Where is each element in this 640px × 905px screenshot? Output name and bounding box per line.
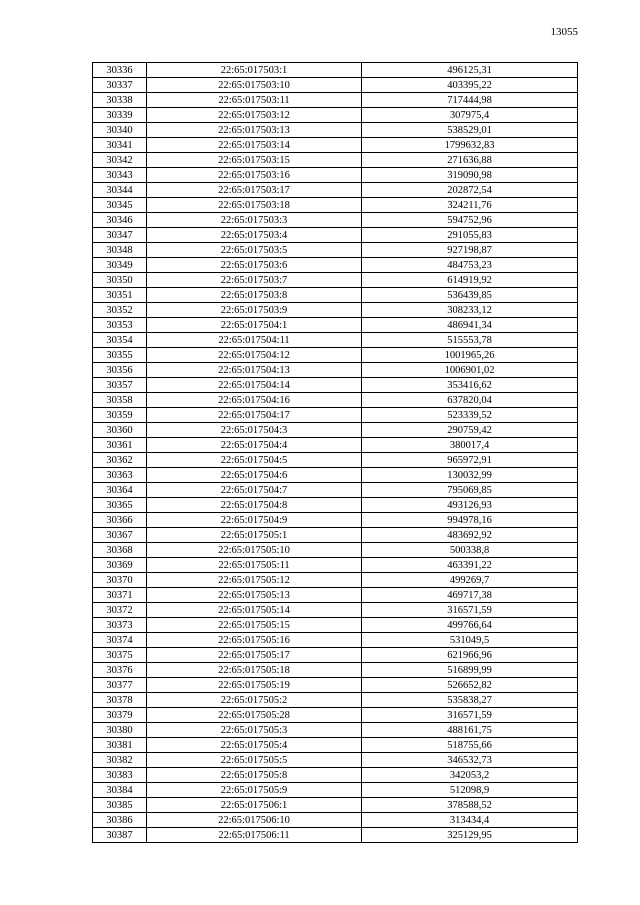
- table-row: [93, 603, 578, 618]
- row-number-cell: 30352: [93, 303, 147, 318]
- cadastral-value-cell: 308233,12: [362, 303, 578, 318]
- table-row: [93, 138, 578, 153]
- row-number-cell: 30364: [93, 483, 147, 498]
- cadastral-value-cell: 1799632,83: [362, 138, 578, 153]
- cadastral-value-cell: 353416,62: [362, 378, 578, 393]
- cadastral-number-cell: 22:65:017503:14: [147, 138, 362, 153]
- cadastral-value-cell: 463391,22: [362, 558, 578, 573]
- cadastral-value-cell: 316571,59: [362, 708, 578, 723]
- row-number-cell: 30346: [93, 213, 147, 228]
- cadastral-value-cell: 488161,75: [362, 723, 578, 738]
- table-row: [93, 78, 578, 93]
- table-row: [93, 468, 578, 483]
- cadastral-number-cell: 22:65:017503:13: [147, 123, 362, 138]
- table-row: [93, 543, 578, 558]
- cadastral-number-cell: 22:65:017505:4: [147, 738, 362, 753]
- table-row: [93, 378, 578, 393]
- table-row: [93, 498, 578, 513]
- row-number-cell: 30344: [93, 183, 147, 198]
- cadastral-number-cell: 22:65:017504:17: [147, 408, 362, 423]
- cadastral-number-cell: 22:65:017506:1: [147, 798, 362, 813]
- row-number-cell: 30359: [93, 408, 147, 423]
- cadastral-number-cell: 22:65:017503:16: [147, 168, 362, 183]
- table-row: [93, 303, 578, 318]
- table-row: [93, 828, 578, 843]
- cadastral-number-cell: 22:65:017503:11: [147, 93, 362, 108]
- cadastral-number-cell: 22:65:017503:17: [147, 183, 362, 198]
- cadastral-value-table: [92, 62, 578, 843]
- cadastral-value-cell: 202872,54: [362, 183, 578, 198]
- cadastral-number-cell: 22:65:017504:3: [147, 423, 362, 438]
- cadastral-number-cell: 22:65:017504:4: [147, 438, 362, 453]
- row-number-cell: 30354: [93, 333, 147, 348]
- cadastral-number-cell: 22:65:017503:10: [147, 78, 362, 93]
- cadastral-value-cell: 523339,52: [362, 408, 578, 423]
- row-number-cell: 30381: [93, 738, 147, 753]
- table-row: [93, 768, 578, 783]
- cadastral-value-cell: 378588,52: [362, 798, 578, 813]
- table-row: [93, 363, 578, 378]
- cadastral-number-cell: 22:65:017503:7: [147, 273, 362, 288]
- cadastral-value-cell: 483692,92: [362, 528, 578, 543]
- row-number-cell: 30358: [93, 393, 147, 408]
- cadastral-value-cell: 531049,5: [362, 633, 578, 648]
- cadastral-value-cell: 927198,87: [362, 243, 578, 258]
- cadastral-number-cell: 22:65:017505:19: [147, 678, 362, 693]
- cadastral-number-cell: 22:65:017504:5: [147, 453, 362, 468]
- row-number-cell: 30361: [93, 438, 147, 453]
- row-number-cell: 30384: [93, 783, 147, 798]
- cadastral-number-cell: 22:65:017505:12: [147, 573, 362, 588]
- row-number-cell: 30339: [93, 108, 147, 123]
- row-number-cell: 30387: [93, 828, 147, 843]
- row-number-cell: 30370: [93, 573, 147, 588]
- row-number-cell: 30342: [93, 153, 147, 168]
- table-row: [93, 228, 578, 243]
- table-body: [93, 63, 578, 843]
- cadastral-value-cell: 1006901,02: [362, 363, 578, 378]
- row-number-cell: 30367: [93, 528, 147, 543]
- cadastral-value-cell: 380017,4: [362, 438, 578, 453]
- cadastral-value-cell: 594752,96: [362, 213, 578, 228]
- cadastral-number-cell: 22:65:017503:1: [147, 63, 362, 78]
- table-row: [93, 63, 578, 78]
- row-number-cell: 30349: [93, 258, 147, 273]
- table-row: [93, 693, 578, 708]
- row-number-cell: 30373: [93, 618, 147, 633]
- cadastral-number-cell: 22:65:017505:5: [147, 753, 362, 768]
- row-number-cell: 30377: [93, 678, 147, 693]
- cadastral-value-cell: 535838,27: [362, 693, 578, 708]
- cadastral-value-cell: 512098,9: [362, 783, 578, 798]
- cadastral-value-cell: 965972,91: [362, 453, 578, 468]
- row-number-cell: 30385: [93, 798, 147, 813]
- cadastral-number-cell: 22:65:017505:9: [147, 783, 362, 798]
- cadastral-value-cell: 271636,88: [362, 153, 578, 168]
- cadastral-value-cell: 516899,99: [362, 663, 578, 678]
- cadastral-number-cell: 22:65:017505:17: [147, 648, 362, 663]
- cadastral-number-cell: 22:65:017503:6: [147, 258, 362, 273]
- table-row: [93, 423, 578, 438]
- table-row: [93, 618, 578, 633]
- row-number-cell: 30371: [93, 588, 147, 603]
- cadastral-number-cell: 22:65:017504:11: [147, 333, 362, 348]
- table-row: [93, 513, 578, 528]
- row-number-cell: 30336: [93, 63, 147, 78]
- row-number-cell: 30363: [93, 468, 147, 483]
- cadastral-number-cell: 22:65:017505:15: [147, 618, 362, 633]
- row-number-cell: 30353: [93, 318, 147, 333]
- row-number-cell: 30351: [93, 288, 147, 303]
- table-row: [93, 783, 578, 798]
- table-row: [93, 753, 578, 768]
- cadastral-number-cell: 22:65:017503:3: [147, 213, 362, 228]
- cadastral-number-cell: 22:65:017504:6: [147, 468, 362, 483]
- cadastral-number-cell: 22:65:017503:12: [147, 108, 362, 123]
- row-number-cell: 30374: [93, 633, 147, 648]
- table-row: [93, 333, 578, 348]
- table-row: [93, 153, 578, 168]
- table-row: [93, 723, 578, 738]
- table-row: [93, 108, 578, 123]
- cadastral-value-cell: 291055,83: [362, 228, 578, 243]
- cadastral-value-cell: 515553,78: [362, 333, 578, 348]
- cadastral-number-cell: 22:65:017503:8: [147, 288, 362, 303]
- cadastral-number-cell: 22:65:017503:15: [147, 153, 362, 168]
- cadastral-number-cell: 22:65:017505:28: [147, 708, 362, 723]
- cadastral-number-cell: 22:65:017505:14: [147, 603, 362, 618]
- row-number-cell: 30386: [93, 813, 147, 828]
- cadastral-value-cell: 324211,76: [362, 198, 578, 213]
- row-number-cell: 30348: [93, 243, 147, 258]
- table-row: [93, 678, 578, 693]
- table-row: [93, 588, 578, 603]
- cadastral-number-cell: 22:65:017506:11: [147, 828, 362, 843]
- cadastral-number-cell: 22:65:017504:16: [147, 393, 362, 408]
- table-row: [93, 318, 578, 333]
- table-row: [93, 573, 578, 588]
- row-number-cell: 30375: [93, 648, 147, 663]
- cadastral-value-cell: 614919,92: [362, 273, 578, 288]
- cadastral-value-cell: 499766,64: [362, 618, 578, 633]
- table-row: [93, 648, 578, 663]
- cadastral-number-cell: 22:65:017505:8: [147, 768, 362, 783]
- row-number-cell: 30340: [93, 123, 147, 138]
- cadastral-value-cell: 325129,95: [362, 828, 578, 843]
- row-number-cell: 30360: [93, 423, 147, 438]
- cadastral-value-cell: 1001965,26: [362, 348, 578, 363]
- cadastral-value-cell: 621966,96: [362, 648, 578, 663]
- row-number-cell: 30368: [93, 543, 147, 558]
- table-row: [93, 813, 578, 828]
- cadastral-value-cell: 307975,4: [362, 108, 578, 123]
- cadastral-number-cell: 22:65:017505:2: [147, 693, 362, 708]
- cadastral-number-cell: 22:65:017504:1: [147, 318, 362, 333]
- row-number-cell: 30345: [93, 198, 147, 213]
- row-number-cell: 30362: [93, 453, 147, 468]
- table-row: [93, 123, 578, 138]
- cadastral-number-cell: 22:65:017505:18: [147, 663, 362, 678]
- table-row: [93, 198, 578, 213]
- table-row: [93, 348, 578, 363]
- row-number-cell: 30366: [93, 513, 147, 528]
- row-number-cell: 30365: [93, 498, 147, 513]
- row-number-cell: 30341: [93, 138, 147, 153]
- cadastral-value-cell: 319090,98: [362, 168, 578, 183]
- cadastral-number-cell: 22:65:017504:9: [147, 513, 362, 528]
- cadastral-value-cell: 484753,23: [362, 258, 578, 273]
- cadastral-value-cell: 346532,73: [362, 753, 578, 768]
- row-number-cell: 30350: [93, 273, 147, 288]
- row-number-cell: 30337: [93, 78, 147, 93]
- cadastral-value-cell: 538529,01: [362, 123, 578, 138]
- table-row: [93, 663, 578, 678]
- cadastral-value-cell: 536439,85: [362, 288, 578, 303]
- cadastral-value-cell: 518755,66: [362, 738, 578, 753]
- cadastral-number-cell: 22:65:017505:3: [147, 723, 362, 738]
- cadastral-number-cell: 22:65:017504:8: [147, 498, 362, 513]
- cadastral-value-cell: 994978,16: [362, 513, 578, 528]
- cadastral-number-cell: 22:65:017504:7: [147, 483, 362, 498]
- cadastral-number-cell: 22:65:017503:4: [147, 228, 362, 243]
- row-number-cell: 30382: [93, 753, 147, 768]
- row-number-cell: 30369: [93, 558, 147, 573]
- cadastral-number-cell: 22:65:017505:1: [147, 528, 362, 543]
- table-row: [93, 213, 578, 228]
- row-number-cell: 30376: [93, 663, 147, 678]
- cadastral-value-cell: 526652,82: [362, 678, 578, 693]
- cadastral-value-cell: 486941,34: [362, 318, 578, 333]
- table-row: [93, 528, 578, 543]
- row-number-cell: 30355: [93, 348, 147, 363]
- table-row: [93, 798, 578, 813]
- row-number-cell: 30357: [93, 378, 147, 393]
- table-row: [93, 738, 578, 753]
- cadastral-value-cell: 290759,42: [362, 423, 578, 438]
- row-number-cell: 30379: [93, 708, 147, 723]
- table-row: [93, 273, 578, 288]
- row-number-cell: 30378: [93, 693, 147, 708]
- cadastral-number-cell: 22:65:017505:11: [147, 558, 362, 573]
- table-row: [93, 258, 578, 273]
- cadastral-number-cell: 22:65:017503:18: [147, 198, 362, 213]
- cadastral-number-cell: 22:65:017504:12: [147, 348, 362, 363]
- cadastral-number-cell: 22:65:017504:13: [147, 363, 362, 378]
- cadastral-value-cell: 130032,99: [362, 468, 578, 483]
- cadastral-value-cell: 493126,93: [362, 498, 578, 513]
- cadastral-value-cell: 499269,7: [362, 573, 578, 588]
- cadastral-number-cell: 22:65:017505:10: [147, 543, 362, 558]
- table-row: [93, 243, 578, 258]
- table-row: [93, 93, 578, 108]
- table-row: [93, 483, 578, 498]
- row-number-cell: 30347: [93, 228, 147, 243]
- page-number: 13055: [550, 26, 578, 38]
- cadastral-number-cell: 22:65:017503:9: [147, 303, 362, 318]
- cadastral-number-cell: 22:65:017504:14: [147, 378, 362, 393]
- cadastral-value-cell: 496125,31: [362, 63, 578, 78]
- row-number-cell: 30343: [93, 168, 147, 183]
- table-row: [93, 708, 578, 723]
- cadastral-value-cell: 316571,59: [362, 603, 578, 618]
- cadastral-value-cell: 795069,85: [362, 483, 578, 498]
- cadastral-number-cell: 22:65:017505:13: [147, 588, 362, 603]
- table-row: [93, 393, 578, 408]
- cadastral-number-cell: 22:65:017506:10: [147, 813, 362, 828]
- cadastral-value-cell: 469717,38: [362, 588, 578, 603]
- table-row: [93, 453, 578, 468]
- cadastral-value-cell: 500338,8: [362, 543, 578, 558]
- table-row: [93, 408, 578, 423]
- row-number-cell: 30372: [93, 603, 147, 618]
- cadastral-number-cell: 22:65:017503:5: [147, 243, 362, 258]
- row-number-cell: 30338: [93, 93, 147, 108]
- table-row: [93, 183, 578, 198]
- cadastral-value-cell: 717444,98: [362, 93, 578, 108]
- table-row: [93, 633, 578, 648]
- table-row: [93, 438, 578, 453]
- cadastral-value-cell: 313434,4: [362, 813, 578, 828]
- row-number-cell: 30380: [93, 723, 147, 738]
- cadastral-value-cell: 403395,22: [362, 78, 578, 93]
- table-row: [93, 558, 578, 573]
- table-row: [93, 168, 578, 183]
- table-row: [93, 288, 578, 303]
- cadastral-value-cell: 342053,2: [362, 768, 578, 783]
- row-number-cell: 30383: [93, 768, 147, 783]
- cadastral-number-cell: 22:65:017505:16: [147, 633, 362, 648]
- cadastral-value-cell: 637820,04: [362, 393, 578, 408]
- row-number-cell: 30356: [93, 363, 147, 378]
